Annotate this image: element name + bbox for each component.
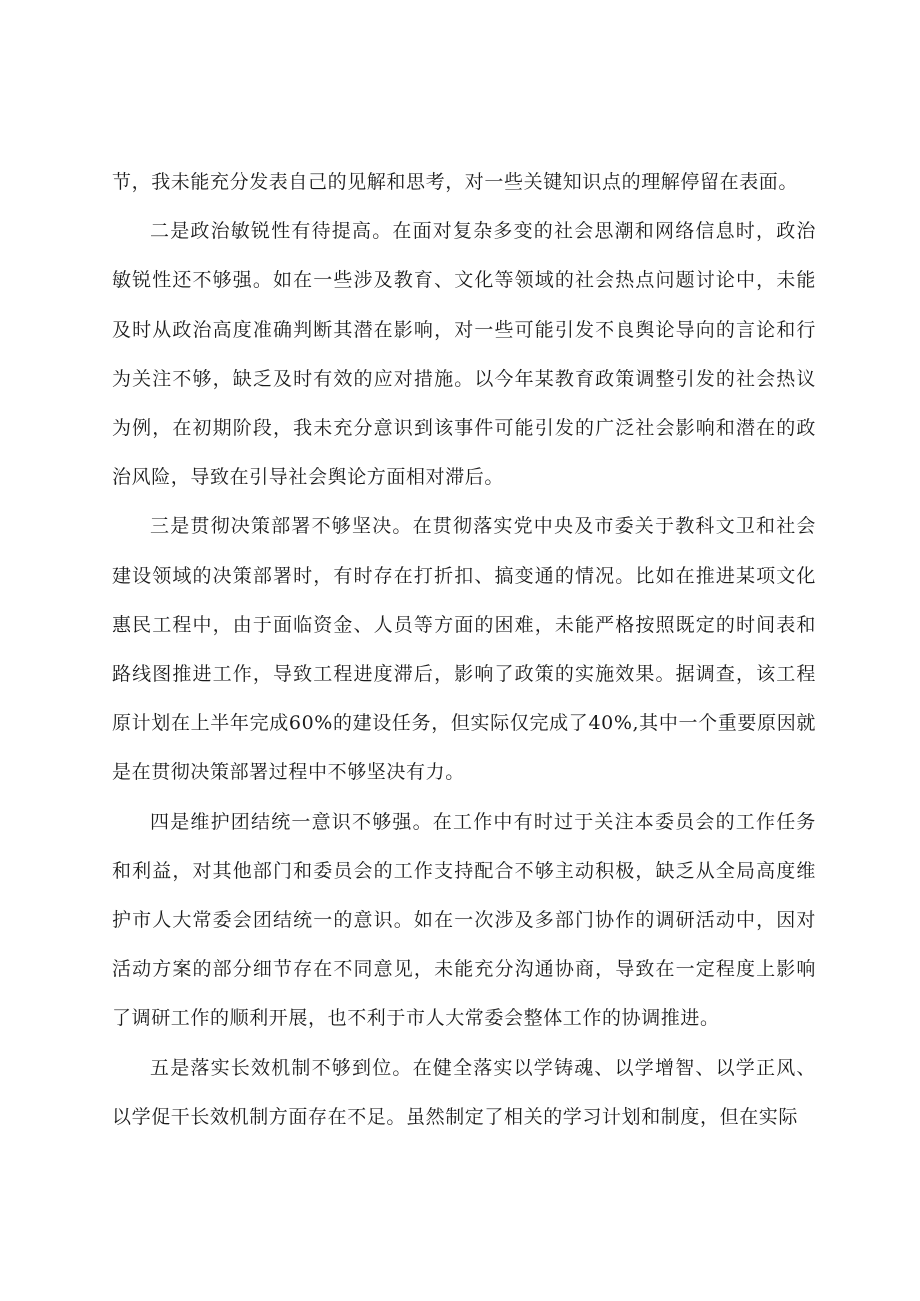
paragraph-long-term-mechanism: 五是落实长效机制不够到位。在健全落实以学铸魂、以学增智、以学正风、以学促干长效机制方面存在不足。虽然制定了相关的学习计划和制度，但在实际 — [112, 1056, 816, 1128]
paragraph-unity-awareness: 四是维护团结统一意识不够强。在工作中有时过于关注本委员会的工作任务和利益，对其他部门和委员会的工作支持配合不够主动积极，缺乏从全局高度维护市人大常委会团结统一的意识。如在一次涉及多部门协作的调研活动中，因对活动方案的部分细节存在不同意见，未能充分沟通协商，导致在一定程度上影响了调研工作的顺利开展，也不利于市人大常委会整体工作的协调推进。 — [112, 810, 816, 1030]
paragraph-decision-implementation: 三是贯彻决策部署不够坚决。在贯彻落实党中央及市委关于教科文卫和社会建设领域的决策部署时，有时存在打折扣、搞变通的情况。比如在推进某项文化惠民工程中，由于面临资金、人员等方面的困难，未能严格按照既定的时间表和路线图推进工作，导致工程进度滞后，影响了政策的实施效果。据调查，该工程原计划在上半年完成60%的建设任务，但实际仅完成了40%,其中一个重要原因就是在贯彻决策部署过程中不够坚决有力。 — [112, 515, 816, 784]
paragraph-continuation: 节，我未能充分发表自己的见解和思考，对一些关键知识点的理解停留在表面。 — [112, 171, 799, 193]
paragraph-political-sensitivity: 二是政治敏锐性有待提高。在面对复杂多变的社会思潮和网络信息时，政治敏锐性还不够强。如在一些涉及教育、文化等领域的社会热点问题讨论中，未能及时从政治高度准确判断其潜在影响，对一些可能引发不良舆论导向的言论和行为关注不够，缺乏及时有效的应对措施。以今年某教育政策调整引发的社会热议为例，在初期阶段，我未充分意识到该事件可能引发的广泛社会影响和潜在的政治风险，导致在引导社会舆论方面相对滞后。 — [112, 220, 816, 489]
document-body — [112, 158, 816, 1142]
